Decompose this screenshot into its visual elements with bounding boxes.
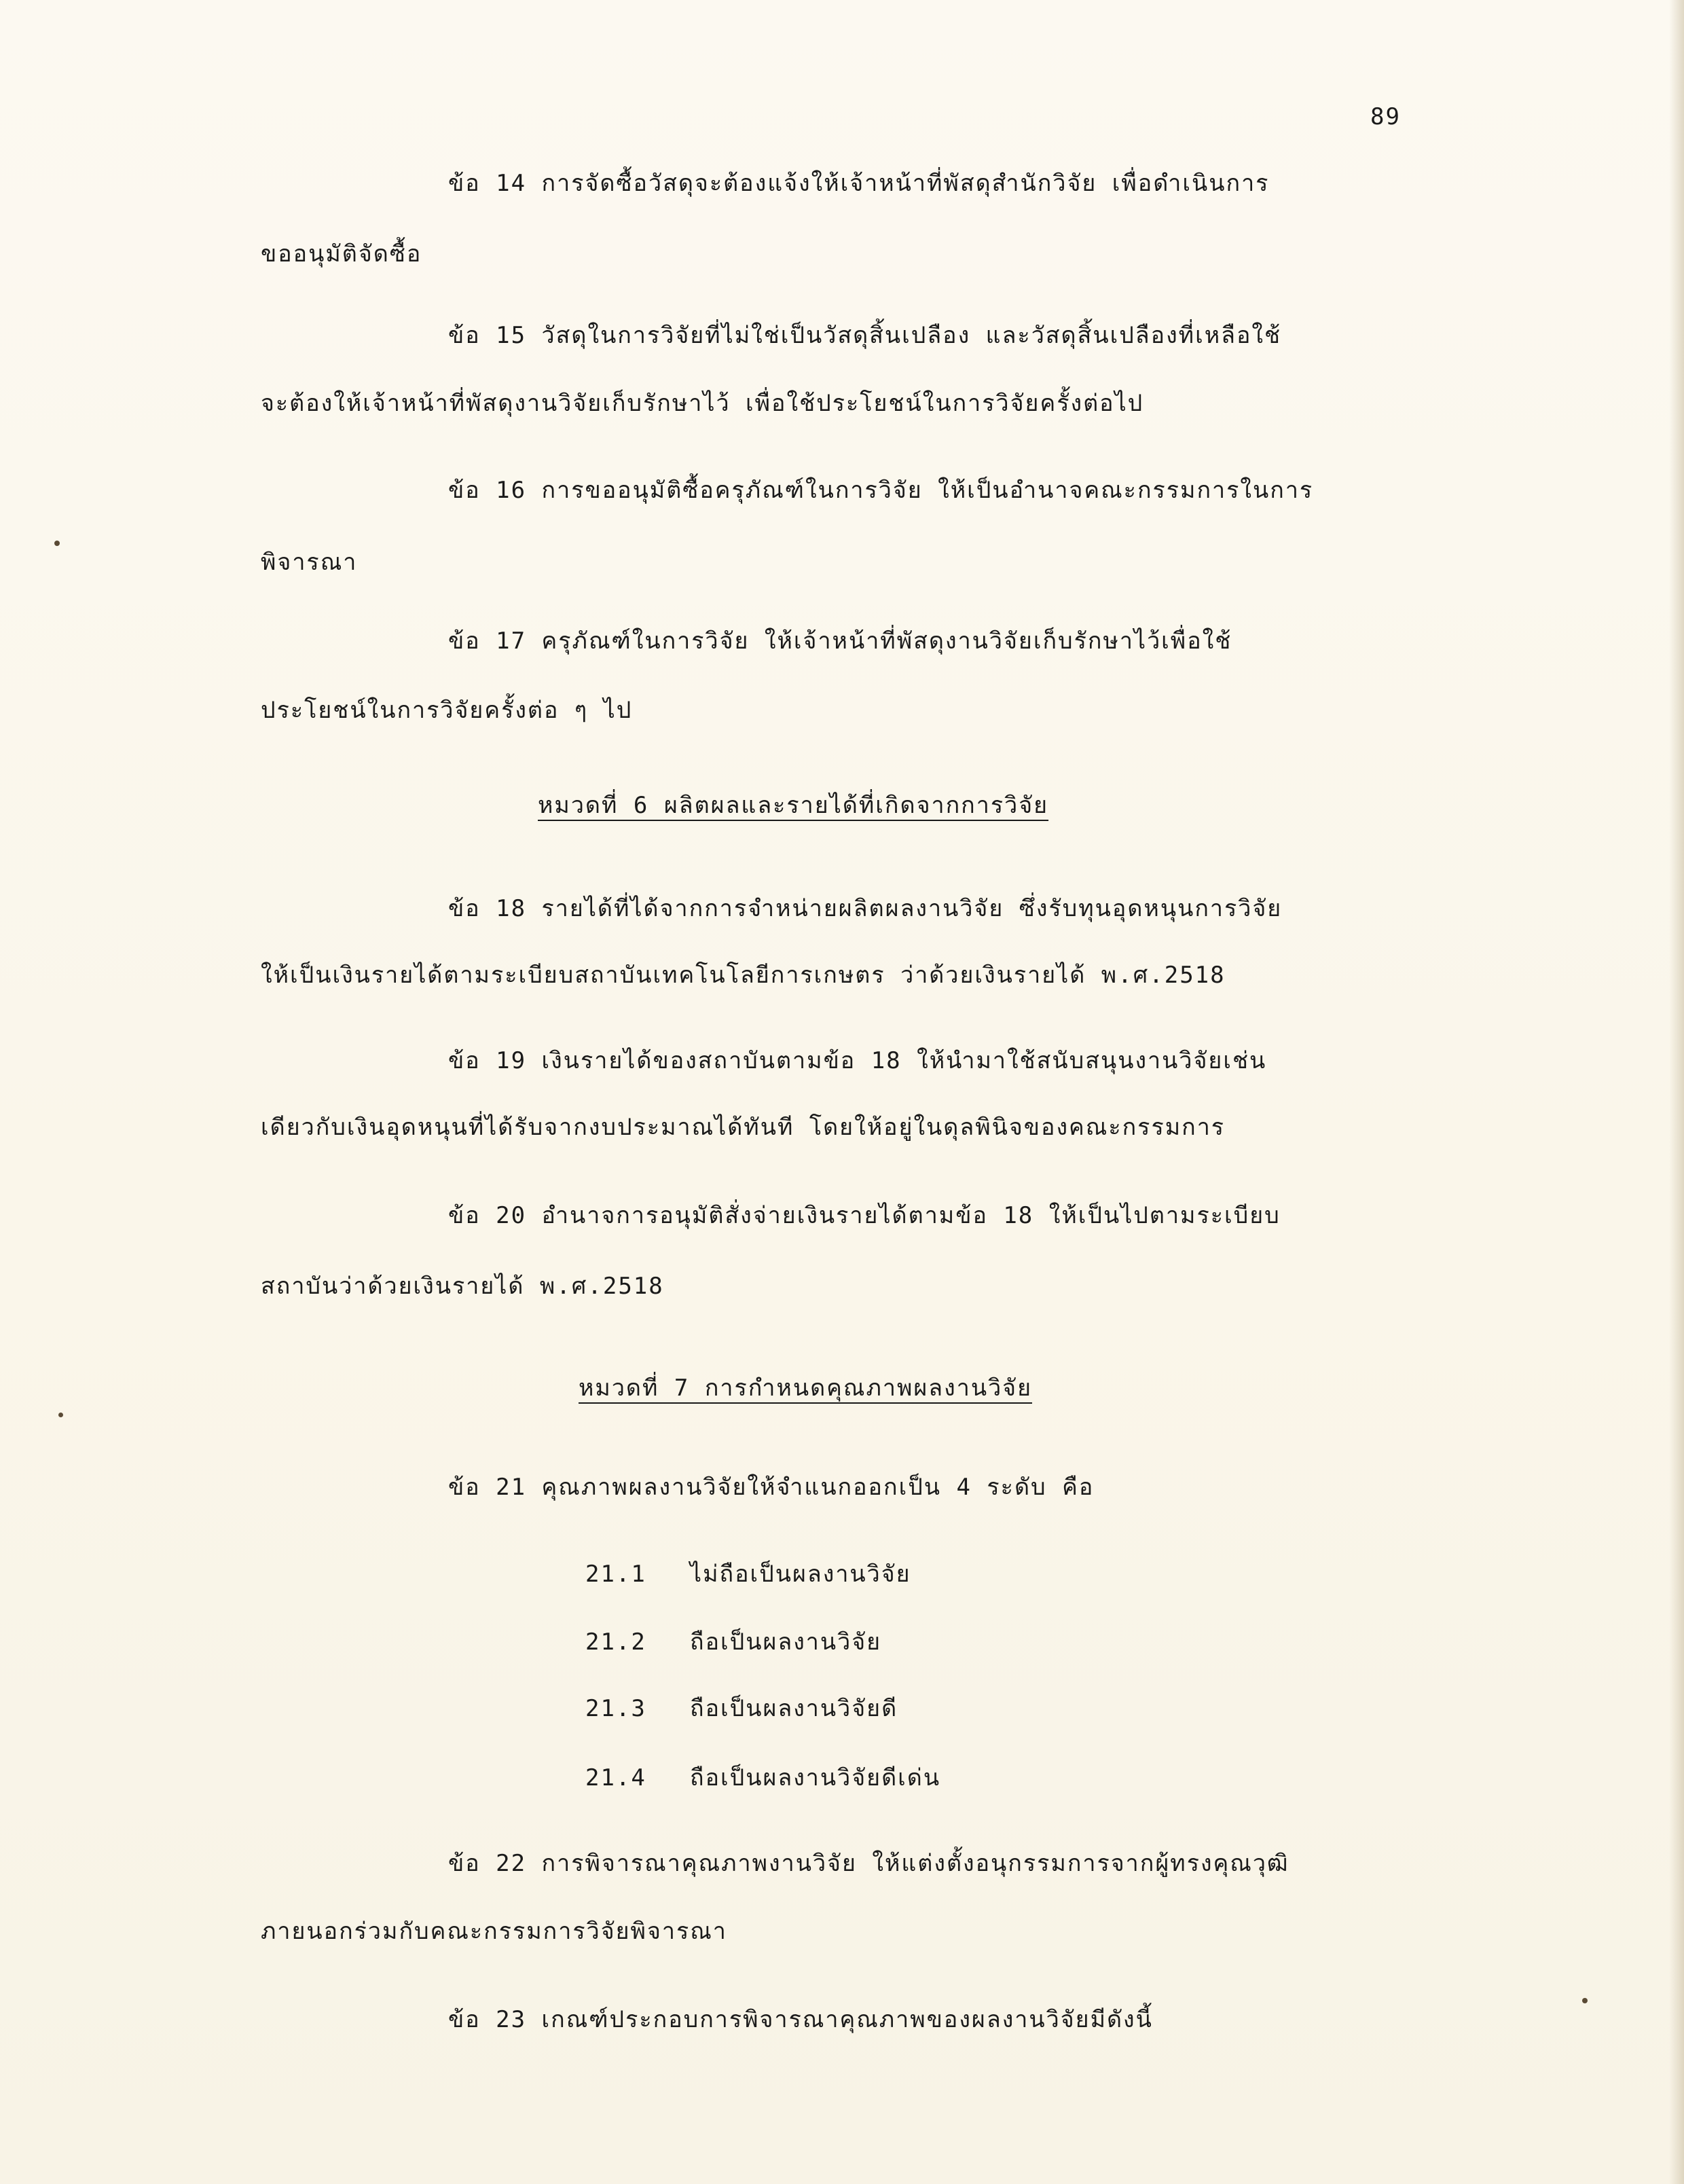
- section-21-item-text: ไม่ถือเป็นผลงานวิจัย: [690, 1561, 911, 1588]
- section-20-line-1: ข้อ 20 อำนาจการอนุมัติสั่งจ่ายเงินรายได้ตามข้อ 18 ให้เป็นไปตามระเบียบ: [448, 1202, 1281, 1229]
- chapter-7-heading: หมวดที่ 7 การกำหนดคุณภาพผลงานวิจัย: [579, 1375, 1032, 1402]
- section-21-item-text: ถือเป็นผลงานวิจัยดีเด่น: [690, 1764, 941, 1791]
- section-22-line-2: ภายนอกร่วมกับคณะกรรมการวิจัยพิจารณา: [261, 1918, 727, 1945]
- section-16-line-2: พิจารณา: [261, 549, 358, 576]
- section-20-line-2: สถาบันว่าด้วยเงินรายได้ พ.ศ.2518: [261, 1273, 664, 1300]
- section-21-item-number: 21.4: [585, 1764, 646, 1791]
- section-21-item-number: 21.3: [585, 1695, 646, 1722]
- section-19-line-1: ข้อ 19 เงินรายได้ของสถาบันตามข้อ 18 ให้นำมาใช้สนับสนุนงานวิจัยเช่น: [448, 1047, 1267, 1074]
- section-22-line-1: ข้อ 22 การพิจารณาคุณภาพงานวิจัย ให้แต่งตั้งอนุกรรมการจากผู้ทรงคุณวุฒิ: [448, 1850, 1289, 1877]
- paper-speck: [58, 1413, 63, 1417]
- section-21-line-1: ข้อ 21 คุณภาพผลงานวิจัยให้จำแนกออกเป็น 4 ระดับ คือ: [448, 1474, 1095, 1501]
- section-21-item-number: 21.2: [585, 1628, 646, 1656]
- section-15-line-2: จะต้องให้เจ้าหน้าที่พัสดุงานวิจัยเก็บรักษาไว้ เพื่อใช้ประโยชน์ในการวิจัยครั้งต่อไป: [261, 390, 1144, 417]
- section-19-line-2: เดียวกับเงินอุดหนุนที่ได้รับจากงบประมาณได้ทันที โดยให้อยู่ในดุลพินิจของคณะกรรมการ: [261, 1114, 1226, 1141]
- section-17-line-2: ประโยชน์ในการวิจัยครั้งต่อ ๆ ไป: [261, 697, 633, 724]
- paper-speck: [54, 541, 60, 546]
- paper-speck: [1582, 1998, 1588, 2003]
- section-17-line-1: ข้อ 17 ครุภัณฑ์ในการวิจัย ให้เจ้าหน้าที่พัสดุงานวิจัยเก็บรักษาไว้เพื่อใช้: [448, 627, 1232, 655]
- section-18-line-2: ให้เป็นเงินรายได้ตามระเบียบสถาบันเทคโนโลยีการเกษตร ว่าด้วยเงินรายได้ พ.ศ.2518: [261, 962, 1226, 989]
- section-16-line-1: ข้อ 16 การขออนุมัติซื้อครุภัณฑ์ในการวิจัย ให้เป็นอำนาจคณะกรรมการในการ: [448, 477, 1314, 504]
- section-21-item-text: ถือเป็นผลงานวิจัย: [690, 1628, 882, 1656]
- page-number: 89: [1370, 103, 1401, 130]
- section-21-item-number: 21.1: [585, 1561, 646, 1588]
- section-23-line-1: ข้อ 23 เกณฑ์ประกอบการพิจารณาคุณภาพของผลงานวิจัยมีดังนี้: [448, 2006, 1153, 2033]
- section-14-line-2: ขออนุมัติจัดซื้อ: [261, 240, 422, 268]
- paper-edge-shadow: [1669, 0, 1684, 2184]
- section-14-line-1: ข้อ 14 การจัดซื้อวัสดุจะต้องแจ้งให้เจ้าหน้าที่พัสดุสำนักวิจัย เพื่อดำเนินการ: [448, 170, 1270, 197]
- section-15-line-1: ข้อ 15 วัสดุในการวิจัยที่ไม่ใช่เป็นวัสดุสิ้นเปลือง และวัสดุสิ้นเปลืองที่เหลือใช้: [448, 322, 1282, 349]
- section-18-line-1: ข้อ 18 รายได้ที่ได้จากการจำหน่ายผลิตผลงานวิจัย ซึ่งรับทุนอุดหนุนการวิจัย: [448, 895, 1283, 922]
- section-21-item-text: ถือเป็นผลงานวิจัยดี: [690, 1695, 898, 1722]
- chapter-6-heading: หมวดที่ 6 ผลิตผลและรายได้ที่เกิดจากการวิจัย: [538, 792, 1049, 819]
